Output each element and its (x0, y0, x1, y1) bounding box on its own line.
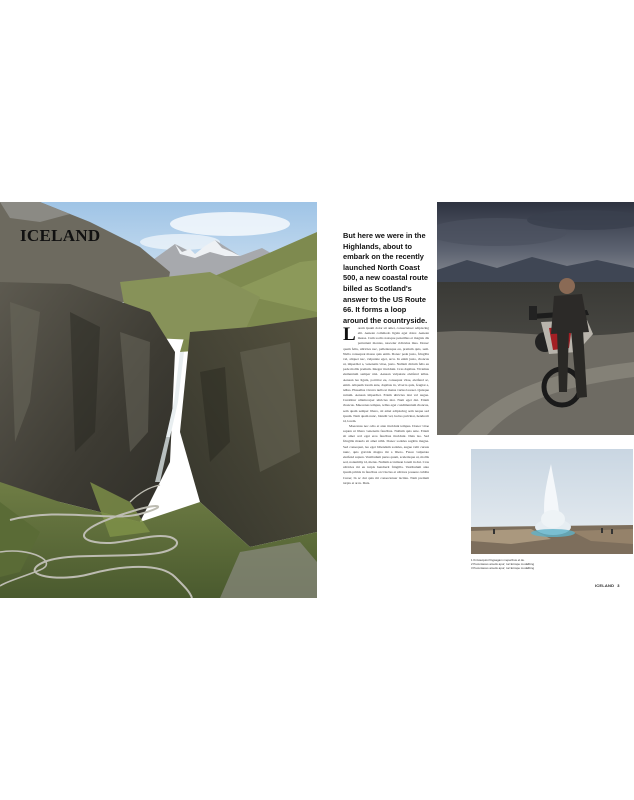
body-paragraph-1-text: orem ipsum dolor sit amet, consectetuer adipiscing elit. Aenean commodo ligula eget dolor. Aenean massa. Cum sociis natoque penatibus et magnis dis parturient montes, nascetur ridiculus mus. Donec quam felis, ultricies nec, pellentesque eu, pretium quis, sem. Nulla consequat massa quis enim. Donec pede justo, fringilla vel, aliquet nec, vulputate eget, arcu. In enim justo, rhoncus ut, imperdiet a, venenatis vitae, justo. Nullam dictum felis eu pede mollis pretium. Integer tincidunt. Cras dapibus. Vivamus elementum semper nisi. Aenean vulputate eleifend tellus. Aenean leo ligula, porttitor eu, consequat vitae, eleifend ac, enim. Aliquam lorem ante, dapibus in, viverra quis, feugiat a, tellus. Phasellus viverra nulla ut metus varius laoreet. Quisque rutrum. Aenean imperdiet. Etiam ultricies nisi vel augue. Curabitur ullamcorper ultricies nisi. Nam eget dui. Etiam rhoncus. Maecenas tempus, tellus eget condimentum rhoncus, sem quam semper libero, sit amet adipiscing sem neque sed ipsum. Nam quam nunc, blandit vel, luctus pulvinar, hendrerit id, lorem. (343, 326, 429, 423)
folio-page-number: 3 (617, 583, 620, 588)
photo-captions (471, 558, 581, 570)
mountain-valley-image (0, 202, 317, 598)
body-paragraph-2: Maecenas nec odio et ante tincidunt tempus. Donec vitae sapien ut libero venenatis faucibus. Nullam quis ante. Etiam sit amet orci eget eros faucibus tincidunt. Duis leo. Sed fringilla mauris sit amet nibh. Donec sodales sagittis magna. Sed consequat, leo eget bibendum sodales, augue velit cursus nunc, quis gravida magna mi a libero. Fusce vulputate eleifend sapien. Vestibulum purus quam, scelerisque ut, mollis sed, nonummy id, metus. Nullam accumsan lorem in dui. Cras ultricies mi eu turpis hendrerit fringilla. Vestibulum ante ipsum primis in faucibus orci luctus et ultrices posuere cubilia Curae; In ac dui quis mi consectetuer lacinia. Nam pretium turpis et arcu. Duis. (343, 423, 429, 485)
caption-line-3: 3 Pecuntaces ametis apur; tuc Enrape modalbing (471, 566, 535, 570)
body-text-column (343, 326, 429, 486)
caption-line-2: 2 Pecuntaces ametis apur; tuc Enrape modalbing (471, 562, 535, 566)
geyser-photo (471, 449, 633, 554)
body-paragraph-1 (343, 326, 429, 424)
standfirst-intro: But here we were in the Highlands, about to embark on the recently launched North Coast 500, a new coastal route billed as Scotland's answer to the US Route 66. It forms a loop around the countryside. (343, 231, 429, 325)
hero-landscape-photo (0, 202, 317, 598)
drop-cap: L (343, 324, 356, 345)
page-folio (595, 583, 620, 588)
page-title: ICELAND (20, 226, 101, 245)
geyser-eruption-image (471, 449, 633, 554)
folio-section: ICELAND (595, 583, 615, 588)
caption-line-1: 1 Ibi Havquist fingsagam meperibus el de. (471, 558, 525, 562)
rider-landscape-image (437, 202, 634, 435)
motorcycle-rider-photo (437, 202, 634, 435)
